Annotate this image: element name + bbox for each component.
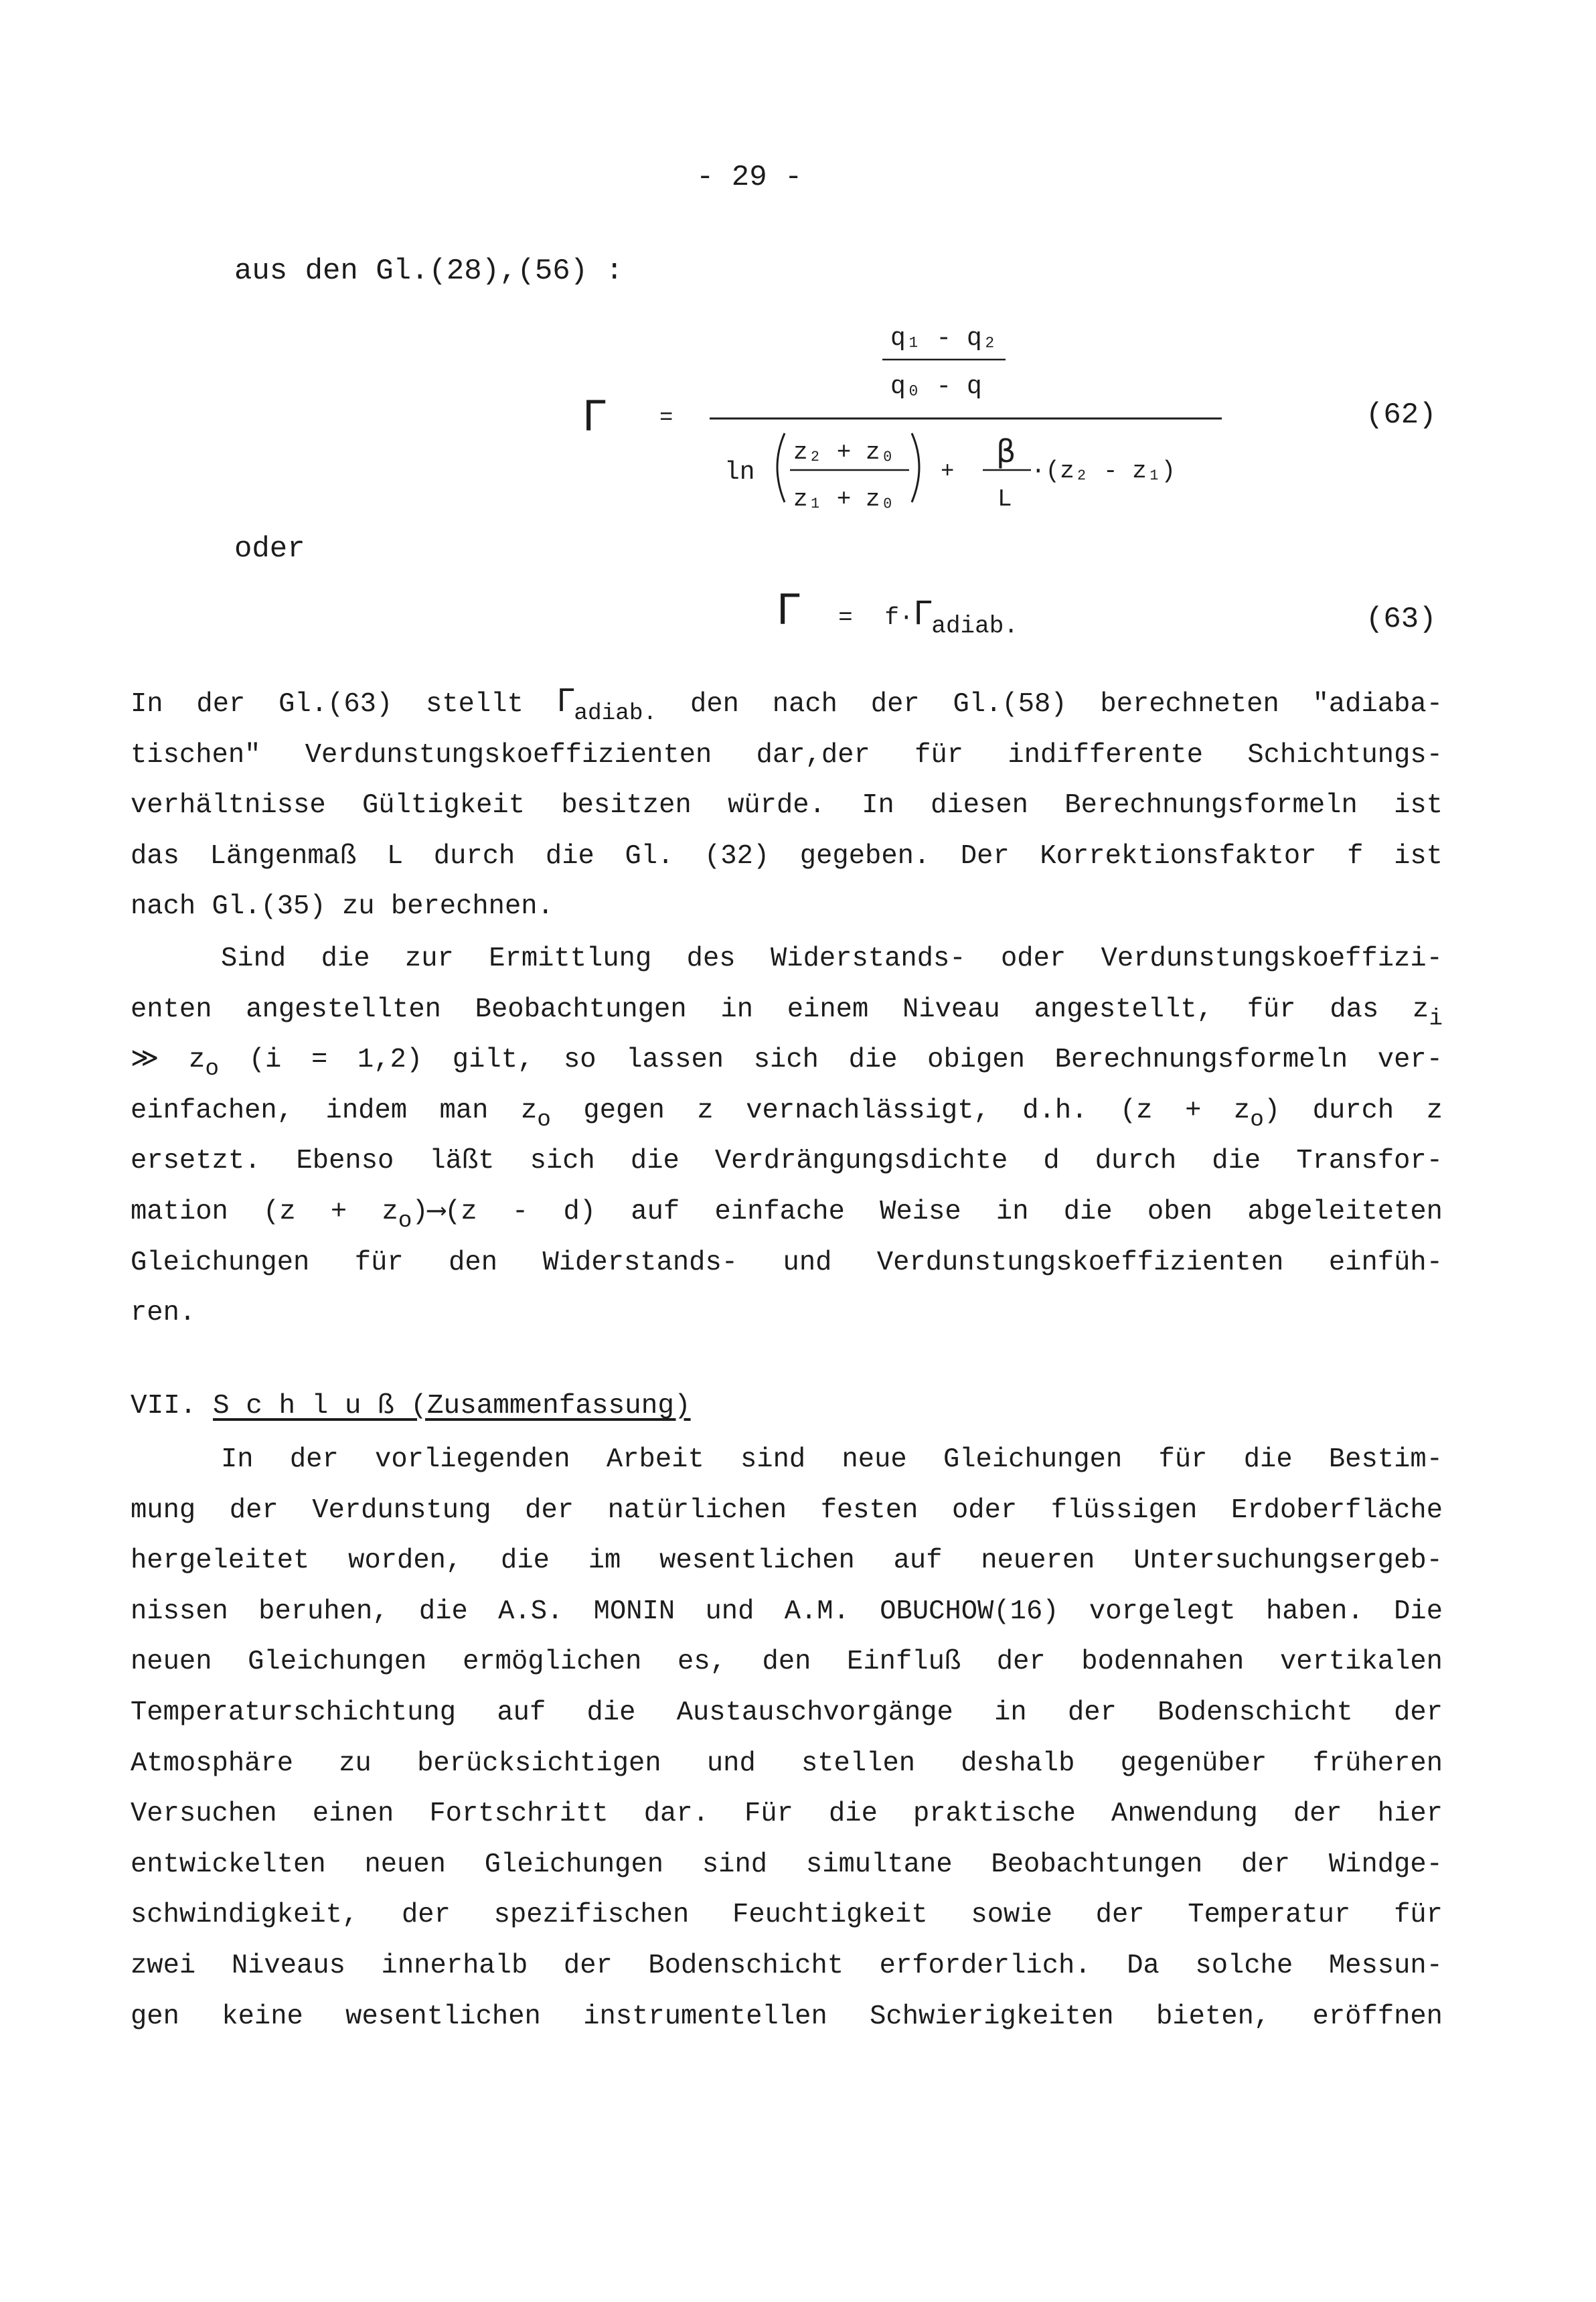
text-line: Versuchen einen Fortschritt dar. Für die praktische Anwendung der hier [131, 1798, 1443, 1830]
eq62-L: L [998, 485, 1012, 513]
section-number: VII. [131, 1391, 197, 1422]
text-line: mung der Verdunstung der natürlichen festen oder flüssigen Erdoberfläche [131, 1494, 1443, 1526]
section-title: S c h l u ß (Zusammenfassung) [213, 1391, 691, 1422]
eq62-tail: ·(z₂ - z₁) [1031, 457, 1176, 485]
eq63-factor: f· [884, 604, 914, 631]
eq62-beta: β [996, 433, 1016, 469]
text-line: ersetzt. Ebenso läßt sich die Verdrängungsdichte d durch die Transfor- [131, 1146, 1443, 1177]
paragraph-2 [131, 934, 1443, 1339]
eq62-inner-numerator: q₁ - q₂ [890, 324, 998, 353]
eq62-gamma: Γ [582, 392, 606, 441]
text-line: mation $(z + z_o)⟶(z - d)$ auf einfache Weise in die oben abgeleiteten [131, 1196, 1443, 1235]
text-line: schwindigkeit, der spezifischen Feuchtigkeit sowie der Temperatur für [131, 1900, 1443, 1931]
eq63-gamma-adiab: Γ [913, 595, 932, 632]
intro-line: aus den Gl.(28),(56) : [234, 254, 623, 288]
text-line: Temperaturschichtung auf die Austauschvorgänge in der Bodenschicht der [131, 1697, 1443, 1728]
text-line: ren. [131, 1298, 196, 1329]
text-line: tischen" Verdunstungskoeffizienten dar,der für indifferente Schichtungs- [131, 739, 1443, 771]
section-heading [131, 1391, 691, 1422]
eq63-gamma: Γ [777, 585, 800, 634]
equation-62 [569, 311, 1239, 532]
text-line: zwei Niveaus innerhalb der Bodenschicht erforderlich. Da solche Messun- [131, 1950, 1443, 1981]
text-line: das Längenmaß L durch die Gl. (32) gegeben. Der Korrektionsfaktor f ist [131, 840, 1443, 872]
eq62-inner-denominator: q₀ - q [890, 372, 982, 401]
text-line: In der vorliegenden Arbeit sind neue Gleichungen für die Bestim- [221, 1444, 1443, 1475]
eq62-log-numerator: z₂ + z₀ [793, 439, 895, 466]
text-line: verhältnisse Gültigkeit besitzen würde. In diesen Berechnungsformeln ist [131, 790, 1443, 822]
oder-text: oder [234, 532, 305, 566]
page-number: - 29 - [696, 161, 803, 194]
text-line: ≫ $z_o$ (i = 1,2) gilt, so lassen sich die obigen Berechnungsformeln ver- [131, 1045, 1443, 1083]
eq63-equals: = [838, 604, 853, 631]
text-line: nissen beruhen, die A.S. MONIN und A.M. OBUCHOW(16) vorgelegt haben. Die [131, 1596, 1443, 1627]
equation-62-number: (62) [1366, 398, 1437, 432]
gamma-symbol: Γ [556, 682, 574, 718]
text-line: Gleichungen für den Widerstands- und Verdunstungskoeffizienten einfüh- [131, 1247, 1443, 1278]
equation-63-number: (63) [1366, 603, 1437, 636]
eq62-plus: + [941, 459, 955, 485]
eq63-subscript: adiab. [931, 612, 1018, 640]
eq62-ln: ln [724, 458, 755, 487]
paragraph-3 [131, 1435, 1443, 2042]
text-line: gen keine wesentlichen instrumentellen Schwierigkeiten bieten, eröffnen [131, 2001, 1443, 2032]
text-line: Atmosphäre zu berücksichtigen und stellen deshalb gegenüber früheren [131, 1748, 1443, 1779]
text-line: enten angestellten Beobachtungen in einem Niveau angestellt, für das $z_i$ [131, 994, 1443, 1032]
text-line: In der Gl.(63) stellt $\Gamma_{adiab.}$ den nach der Gl.(58) berechneten "adiaba- [131, 682, 1443, 727]
text-line: hergeleitet worden, die im wesentlichen auf neueren Untersuchungsergeb- [131, 1545, 1443, 1577]
equation-63 [777, 585, 1018, 640]
text-line: entwickelten neuen Gleichungen sind simultane Beobachtungen der Windge- [131, 1849, 1443, 1880]
text-line: einfachen, indem man $z_o$ gegen z vernachlässigt, d.h. $(z + z_o)$ durch z [131, 1095, 1443, 1133]
text-line: nach Gl.(35) zu berechnen. [131, 891, 554, 923]
paragraph-1 [131, 680, 1443, 933]
eq62-log-denominator: z₁ + z₀ [793, 485, 895, 513]
text-line: Sind die zur Ermittlung des Widerstands- oder Verdunstungskoeffizi- [221, 943, 1443, 974]
eq62-equals: = [659, 406, 673, 431]
text-line: neuen Gleichungen ermöglichen es, den Einfluß der bodennahen vertikalen [131, 1646, 1443, 1678]
